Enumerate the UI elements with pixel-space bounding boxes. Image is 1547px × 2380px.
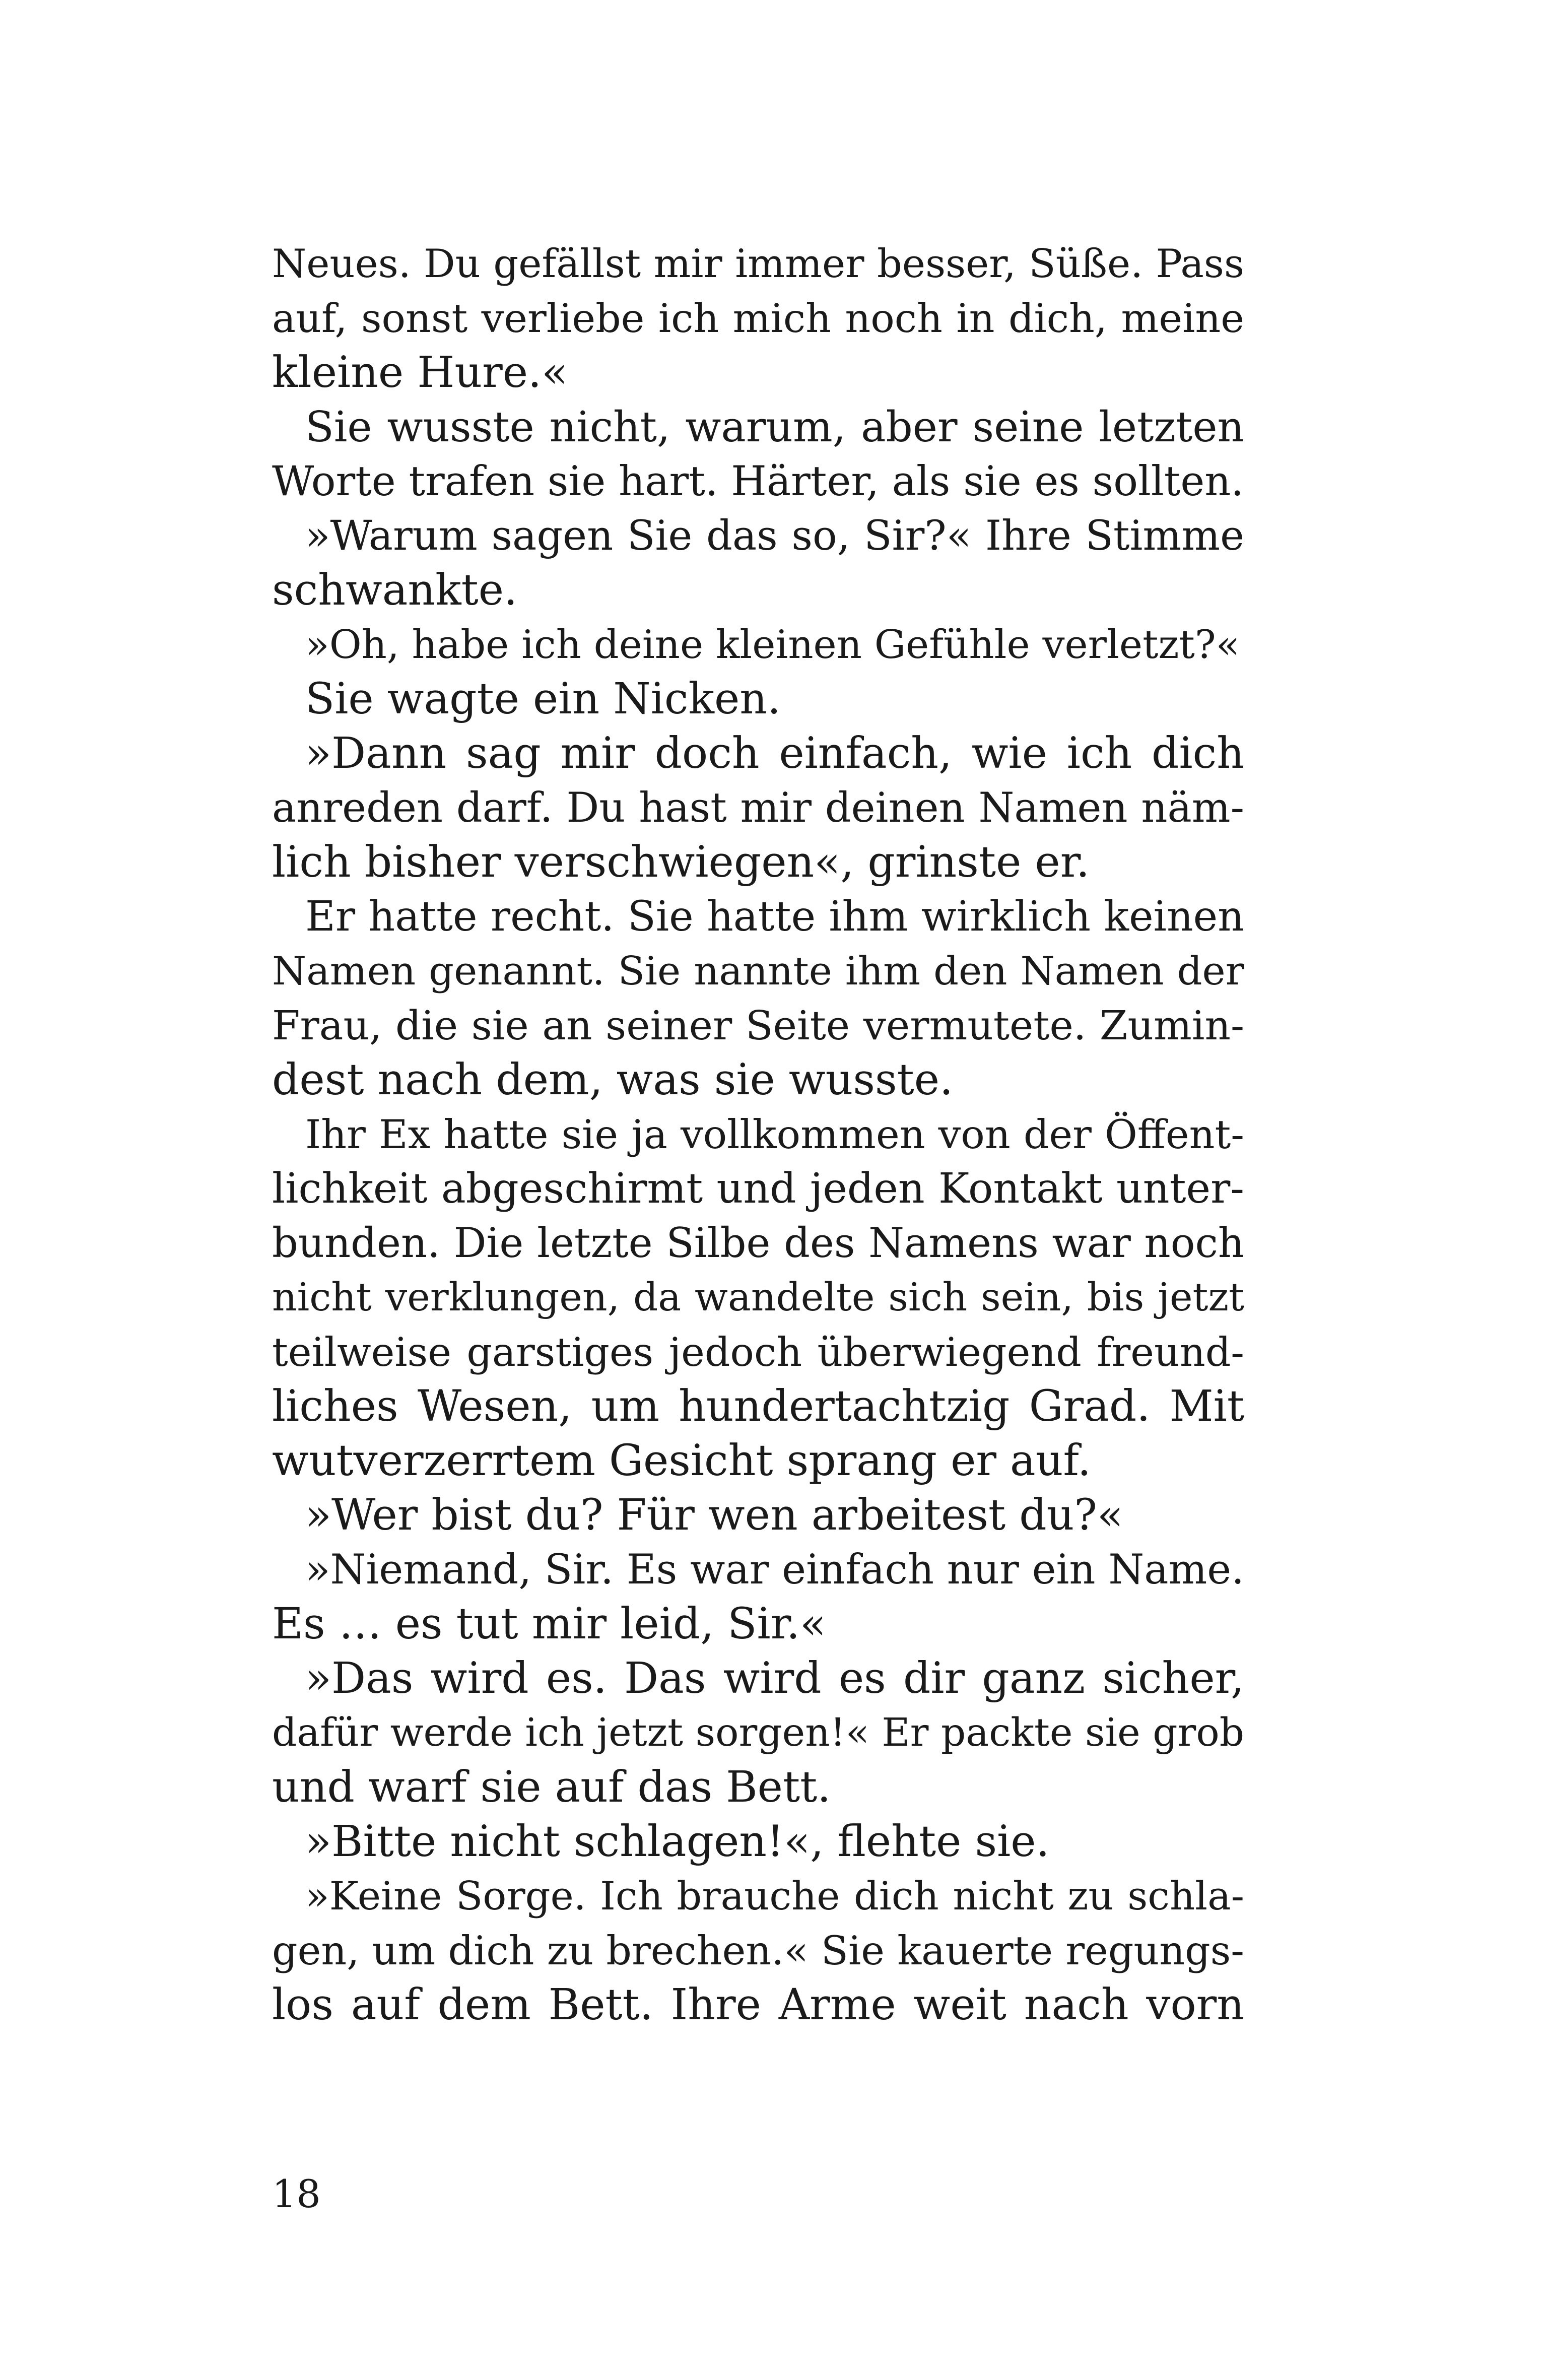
text-line: Ihr Ex hatte sie ja vollkommen von der Öffent- bbox=[305, 1111, 1244, 1158]
body-text bbox=[272, 237, 1244, 2032]
text-line: kleine Hure.« bbox=[272, 348, 568, 398]
text-line: »Wer bist du? Für wen arbeitest du?« bbox=[305, 1490, 1123, 1540]
text-line: nicht verklungen, da wandelte sich sein, bis jetzt bbox=[272, 1275, 1244, 1320]
text-line: lichkeit abgeschirmt und jeden Kontakt unter- bbox=[272, 1165, 1244, 1213]
text-line: »Keine Sorge. Ich brauche dich nicht zu schla- bbox=[305, 1874, 1244, 1919]
text-line: und warf sie auf das Bett. bbox=[272, 1762, 831, 1812]
text-line: »Oh, habe ich deine kleinen Gefühle verletzt?« bbox=[305, 622, 1240, 668]
text-line: Namen genannt. Sie nannte ihm den Namen der bbox=[272, 949, 1244, 994]
text-line: »Dann sag mir doch einfach, wie ich dich bbox=[305, 729, 1244, 778]
text-line: »Bitte nicht schlagen!«, flehte sie. bbox=[305, 1817, 1050, 1867]
text-line: teilweise garstiges jedoch überwiegend freund- bbox=[272, 1329, 1244, 1375]
text-line: gen, um dich zu brechen.« Sie kauerte regungs- bbox=[272, 1928, 1244, 1974]
text-line: Worte trafen sie hart. Härter, als sie es sollten. bbox=[272, 458, 1244, 505]
text-line: »Das wird es. Das wird es dir ganz sicher, bbox=[305, 1654, 1244, 1703]
text-line: Er hatte recht. Sie hatte ihm wirklich keinen bbox=[305, 893, 1244, 941]
text-line: dest nach dem, was sie wusste. bbox=[272, 1055, 954, 1105]
text-line: anreden darf. Du hast mir deinen Namen näm- bbox=[272, 784, 1244, 832]
text-line: »Warum sagen Sie das so, Sir?« Ihre Stimme bbox=[305, 512, 1244, 560]
text-line: Sie wusste nicht, warum, aber seine letzten bbox=[305, 403, 1244, 451]
text-line: dafür werde ich jetzt sorgen!« Er packte sie grob bbox=[272, 1710, 1244, 1755]
text-line: wutverzerrtem Gesicht sprang er auf. bbox=[272, 1436, 1091, 1486]
text-line: liches Wesen, um hundertachtzig Grad. Mit bbox=[272, 1381, 1244, 1431]
text-line: Sie wagte ein Nicken. bbox=[305, 674, 781, 724]
text-line: schwankte. bbox=[272, 565, 518, 615]
text-line: lich bisher verschwiegen«, grinste er. bbox=[272, 837, 1090, 887]
text-line: Neues. Du gefällst mir immer besser, Süße. Pass bbox=[272, 241, 1244, 287]
text-line: auf, sonst verliebe ich mich noch in dich, meine bbox=[272, 295, 1244, 342]
text-line: Frau, die sie an seiner Seite vermutete. Zumin- bbox=[272, 1002, 1244, 1049]
text-line: bunden. Die letzte Silbe des Namens war noch bbox=[272, 1220, 1244, 1267]
text-line: Es … es tut mir leid, Sir.« bbox=[272, 1599, 827, 1649]
text-line: los auf dem Bett. Ihre Arme weit nach vorn bbox=[272, 1980, 1244, 2030]
page-number: 18 bbox=[272, 2171, 321, 2216]
text-line: »Niemand, Sir. Es war einfach nur ein Name. bbox=[305, 1546, 1244, 1594]
